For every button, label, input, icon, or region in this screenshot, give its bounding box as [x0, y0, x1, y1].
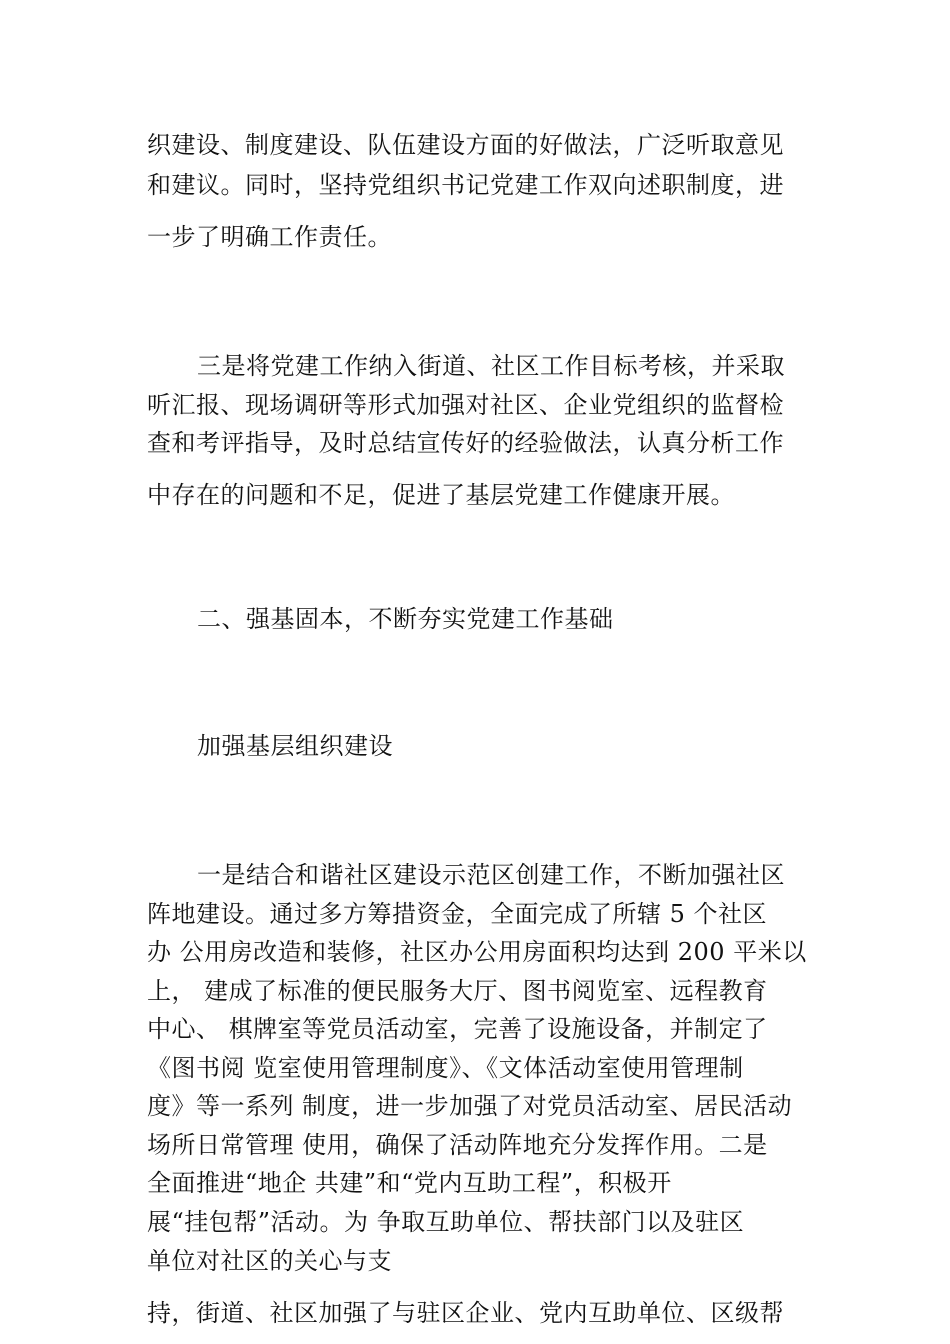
- paragraph-3-line-8: 场所日常管理 使用，确保了活动阵地充分发挥作用。二是: [147, 1131, 768, 1159]
- paragraph-2-line-4: 中存在的问题和不足，促进了基层党建工作健康开展。: [147, 481, 735, 509]
- paragraph-3-line-1: 一是结合和谐社区建设示范区创建工作，不断加强社区: [197, 861, 785, 889]
- paragraph-3-line-5: 中心、 棋牌室等党员活动室，完善了设施设备，并制定了: [147, 1015, 768, 1043]
- subsection-heading: 加强基层组织建设: [197, 732, 393, 760]
- paragraph-3-line-6: 《图书阅 览室使用管理制度》、《文体活动室使用管理制: [147, 1054, 744, 1082]
- paragraph-2-line-2: 听汇报、现场调研等形式加强对社区、企业党组织的监督检: [147, 391, 784, 419]
- paragraph-3-line-11: 单位对社区的关心与支: [147, 1247, 392, 1275]
- paragraph-2-line-3: 查和考评指导，及时总结宣传好的经验做法，认真分析工作: [147, 429, 784, 457]
- paragraph-1-line-2: 和建议。同时，坚持党组织书记党建工作双向述职制度，进: [147, 171, 784, 199]
- paragraph-3-line-3: 办 公用房改造和装修，社区办公用房面积均达到 200 平米以: [147, 938, 807, 966]
- paragraph-3-line-9: 全面推进“地企 共建”和“党内互助工程”，积极开: [147, 1169, 672, 1197]
- paragraph-3-line-7: 度》等一系列 制度，进一步加强了对党员活动室、居民活动: [147, 1092, 793, 1120]
- paragraph-1-line-1: 织建设、制度建设、队伍建设方面的好做法，广泛听取意见: [147, 131, 784, 159]
- paragraph-3-line-10: 展“挂包帮”活动。为 争取互助单位、帮扶部门以及驻区: [147, 1208, 745, 1236]
- paragraph-3-line-12: 持，街道、社区加强了与驻区企业、党内互助单位、区级帮: [147, 1299, 784, 1327]
- section-heading: 二、强基固本，不断夯实党建工作基础: [197, 605, 614, 633]
- paragraph-1-line-3: 一步了明确工作责任。: [147, 223, 392, 251]
- paragraph-3-line-4: 上， 建成了标准的便民服务大厅、图书阅览室、远程教育: [147, 977, 768, 1005]
- paragraph-2-line-1: 三是将党建工作纳入街道、社区工作目标考核，并采取: [197, 352, 785, 380]
- paragraph-3-line-2: 阵地建设。通过多方筹措资金，全面完成了所辖 5 个社区: [147, 900, 768, 928]
